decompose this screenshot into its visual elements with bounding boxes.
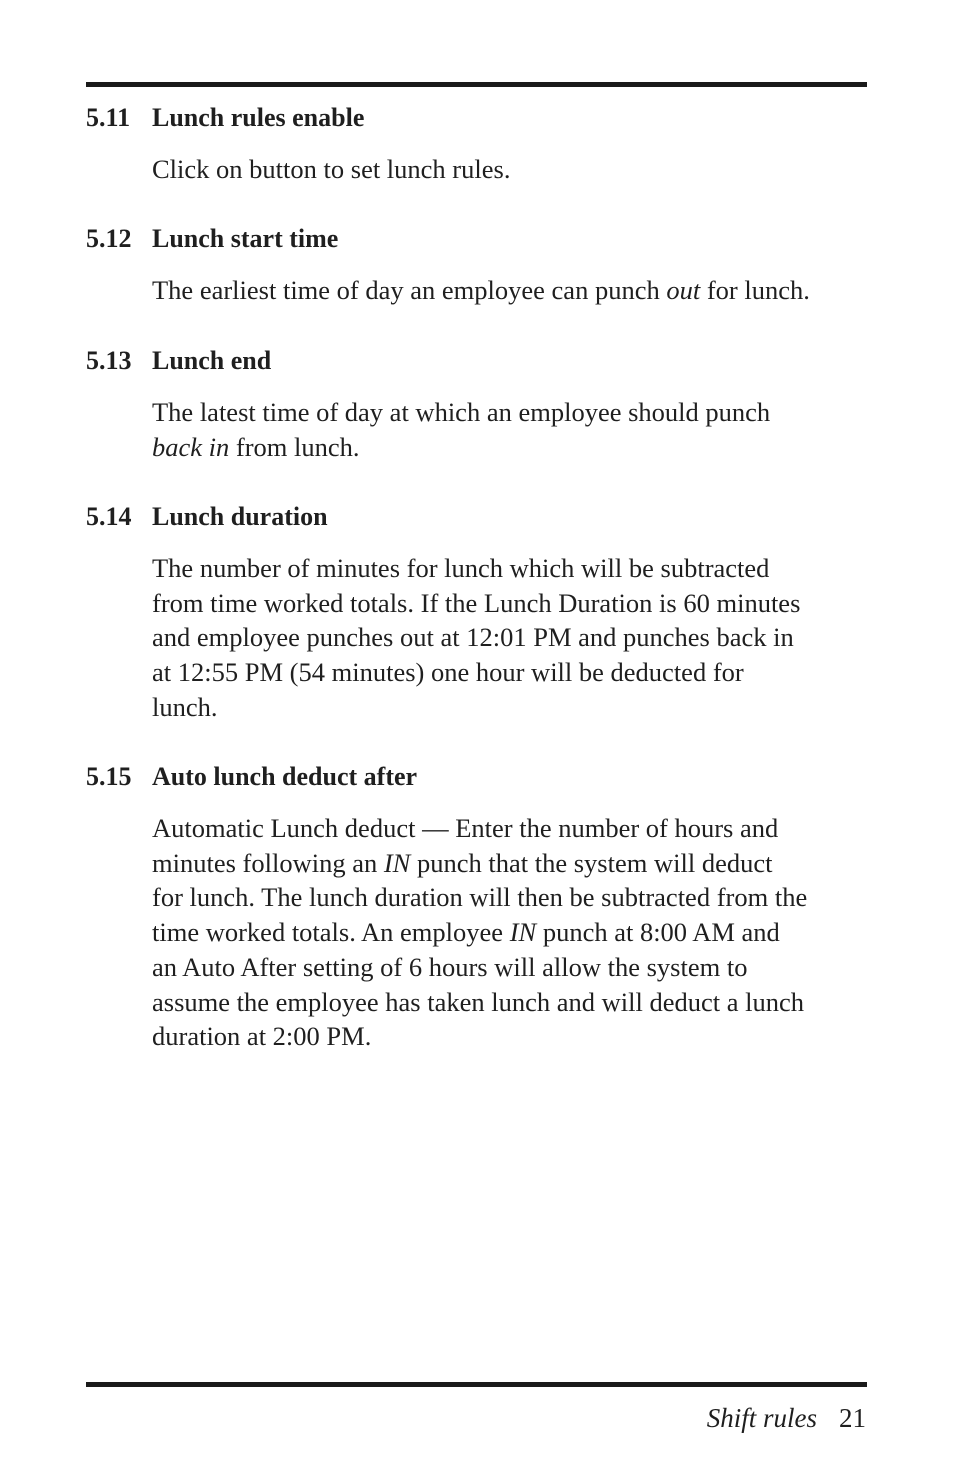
body-line (152, 915, 882, 950)
bottom-rule (86, 1382, 867, 1387)
page-number: 21 (839, 1403, 866, 1433)
section-body (152, 273, 882, 308)
body-text: for lunch. (700, 275, 810, 305)
section-5-15 (86, 760, 876, 1054)
emphasized-text: IN (383, 847, 411, 878)
section-heading (86, 500, 876, 534)
body-text: Click on button to set lunch rules. (152, 154, 511, 184)
body-text: The number of minutes for lunch which will be subtracted (152, 553, 770, 583)
section-number: 5.13 (86, 346, 132, 375)
body-text: for lunch. The lunch duration will then be subtracted from the (152, 882, 808, 913)
body-text: an Auto After setting of 6 hours will allow the system to (152, 951, 748, 982)
body-line (152, 395, 882, 430)
body-text: lunch. (152, 691, 218, 722)
section-body (152, 811, 882, 1054)
section-5-14 (86, 500, 876, 725)
body-text: punch that the system will deduct (410, 847, 773, 878)
body-text: at 12:55 PM (54 minutes) one hour will be deducted for (152, 657, 744, 688)
section-heading (86, 101, 876, 135)
page-footer (707, 1400, 866, 1436)
body-line (152, 655, 882, 690)
body-text: time worked totals. An employee (152, 917, 510, 948)
body-line (152, 880, 882, 915)
body-line (152, 620, 882, 655)
body-line (152, 152, 882, 187)
section-title: Lunch end (152, 346, 272, 375)
body-text: duration at 2:00 PM. (152, 1021, 372, 1052)
body-text: punch at 8:00 AM and (536, 917, 780, 948)
body-line (152, 690, 882, 725)
body-text: The earliest time of day an employee can punch (152, 275, 667, 305)
body-line (152, 985, 882, 1020)
body-text: The latest time of day at which an employee should punch (152, 397, 771, 427)
body-line (152, 950, 882, 985)
section-number: 5.11 (86, 103, 131, 132)
top-rule (86, 82, 867, 87)
section-title: Lunch duration (152, 502, 328, 531)
footer-chapter-label: Shift rules (706, 1403, 817, 1433)
section-5-12 (86, 222, 876, 308)
body-line (152, 586, 882, 621)
body-text: minutes following an (152, 847, 384, 878)
body-line (152, 551, 882, 586)
body-text: assume the employee has taken lunch and will deduct a lunch (152, 986, 804, 1017)
body-line (152, 273, 882, 308)
body-line (152, 811, 882, 846)
section-number: 5.14 (86, 502, 132, 531)
section-body (152, 395, 882, 464)
section-5-11 (86, 101, 876, 187)
section-5-13 (86, 344, 876, 464)
body-text: from lunch. (229, 431, 360, 462)
body-text: Automatic Lunch deduct — Enter the number of hours and (152, 813, 779, 843)
section-heading (86, 344, 876, 378)
section-number: 5.15 (86, 762, 132, 791)
section-body (152, 551, 882, 725)
section-number: 5.12 (86, 224, 132, 253)
body-text: from time worked totals. If the Lunch Duration is 60 minutes (152, 587, 801, 618)
body-line (152, 846, 882, 881)
section-title: Auto lunch deduct after (152, 762, 418, 791)
emphasized-text: IN (509, 917, 537, 948)
body-text: and employee punches out at 12:01 PM and punches back in (152, 622, 794, 653)
section-body (152, 152, 882, 187)
emphasized-text: back in (152, 431, 230, 462)
section-title: Lunch start time (152, 224, 339, 253)
body-line (152, 1019, 882, 1054)
body-line (152, 430, 882, 465)
section-heading (86, 222, 876, 256)
section-title: Lunch rules enable (152, 103, 365, 132)
section-heading (86, 760, 876, 794)
emphasized-text: out (666, 275, 701, 305)
